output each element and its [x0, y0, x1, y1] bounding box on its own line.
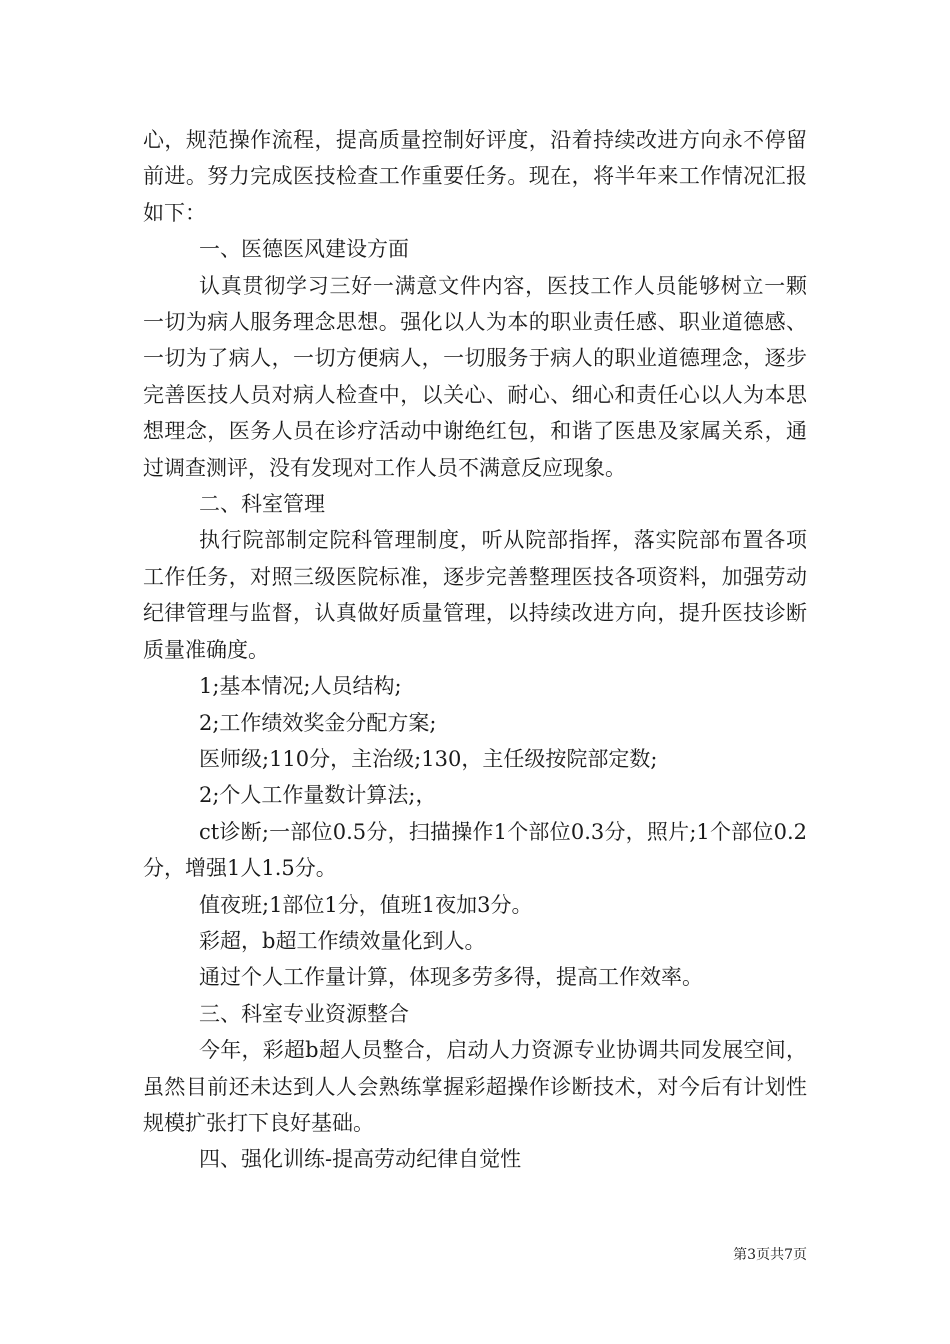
paragraph: 二、科室管理: [199, 492, 325, 517]
paragraph: 1;基本情况;人员结构;: [199, 674, 402, 699]
paragraph: 彩超，b超工作绩效量化到人。: [199, 928, 486, 953]
paragraph: 2;个人工作量数计算法;，: [199, 783, 437, 808]
paragraph: 认真贯彻学习三好一满意文件内容，医技工作人员能够树立一颗一切为病人服务理念思想。强化以人为本的职业责任感、职业道德感、一切为了病人，一切方便病人，一切服务于病人的职业道德理念，逐步完善医技人员对病人检查中，以关心、耐心、细心和责任心以人为本思想理念，医务人员在诊疗活动中谢绝红包，和谐了医患及家属关系，通过调查测评，没有发现对工作人员不满意反应现象。: [143, 273, 807, 480]
paragraph: ct诊断;一部位0.5分，扫描操作1个部位0.3分，照片;1个部位0.2分，增强1人1.5分。: [143, 819, 807, 881]
paragraph: 三、科室专业资源整合: [199, 1001, 409, 1026]
paragraph: 通过个人工作量计算，体现多劳多得，提高工作效率。: [199, 965, 703, 990]
page-number-footer: 第3页共7页: [733, 1247, 807, 1263]
paragraph: 2;工作绩效奖金分配方案;: [199, 710, 437, 735]
document-body: [143, 122, 807, 1178]
paragraph: 四、强化训练-提高劳动纪律自觉性: [199, 1147, 522, 1172]
paragraph: 医师级;110分，主治级;130，主任级按院部定数;: [199, 746, 658, 771]
paragraph: 一、医德医风建设方面: [199, 237, 409, 262]
paragraph: 执行院部制定院科管理制度，听从院部指挥，落实院部布置各项工作任务，对照三级医院标准，逐步完善整理医技各项资料，加强劳动纪律管理与监督，认真做好质量管理，以持续改进方向，提升医技诊断质量准确度。: [143, 528, 807, 662]
paragraph: 今年，彩超b超人员整合，启动人力资源专业协调共同发展空间，虽然目前还未达到人人会熟练掌握彩超操作诊断技术，对今后有计划性规模扩张打下良好基础。: [143, 1038, 807, 1135]
paragraph: 值夜班;1部位1分，值班1夜加3分。: [199, 892, 533, 917]
paragraph: 心，规范操作流程，提高质量控制好评度，沿着持续改进方向永不停留前进。努力完成医技检查工作重要任务。现在，将半年来工作情况汇报如下：: [143, 128, 807, 225]
